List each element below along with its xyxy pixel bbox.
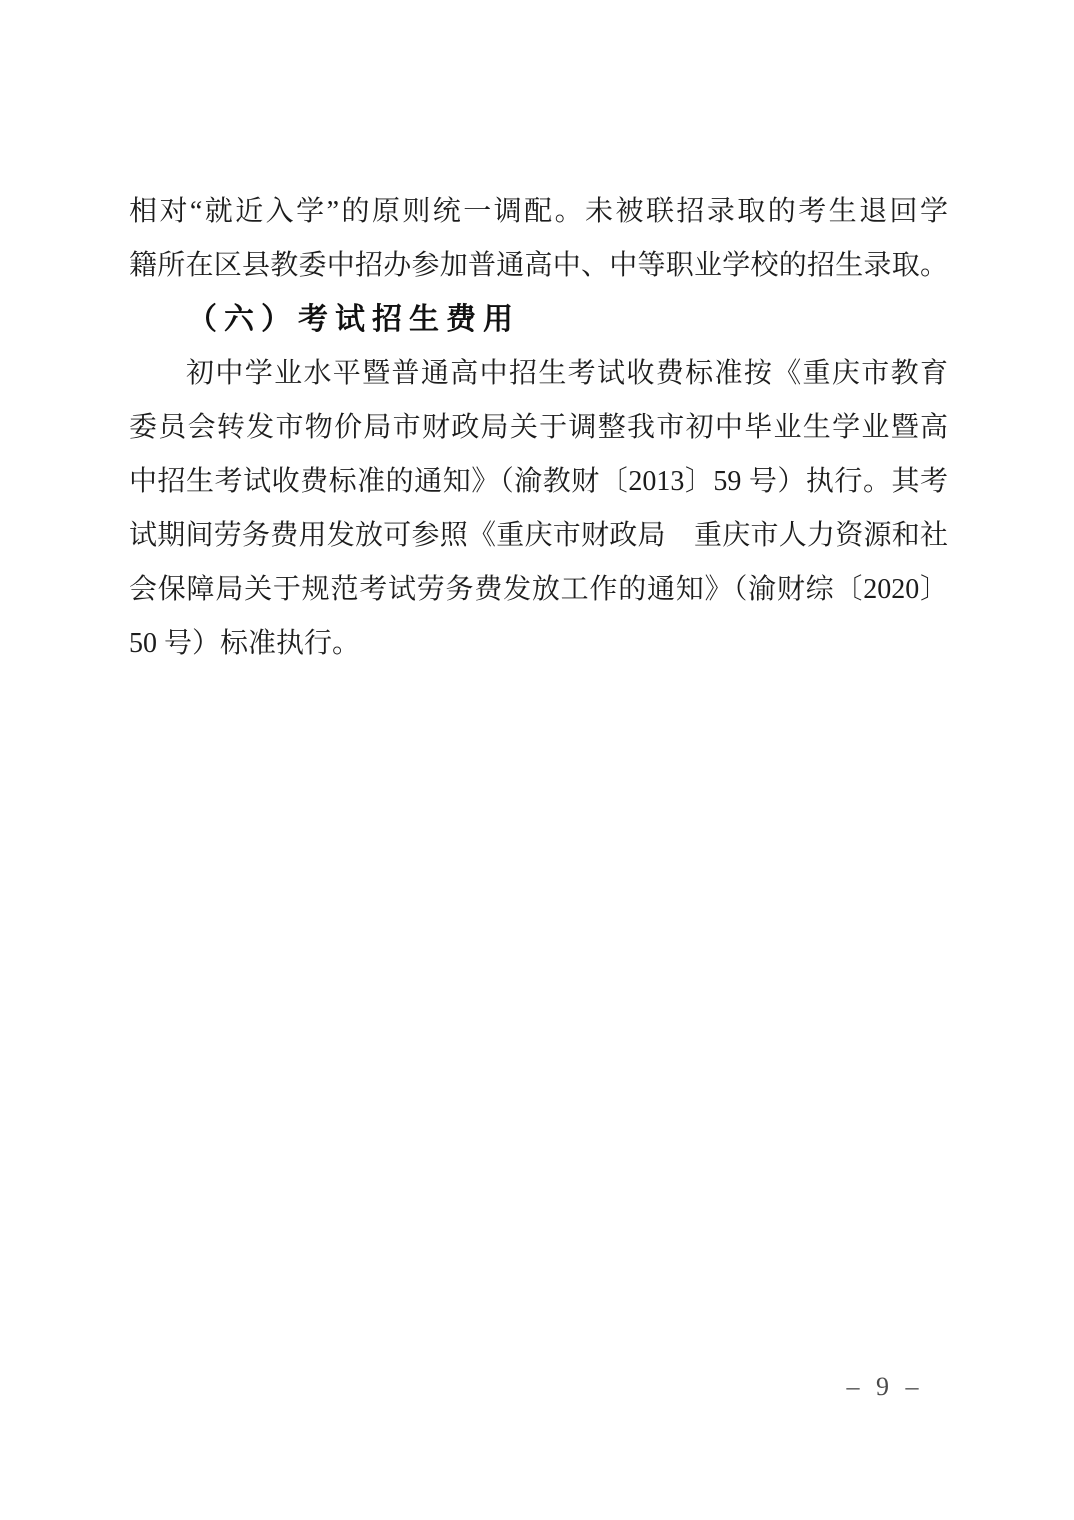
- page-number: – 9 –: [846, 1372, 924, 1401]
- paragraph-line: 委员会转发市物价局市财政局关于调整我市初中毕业生学业暨高: [129, 412, 948, 443]
- paragraph-line: 相对“就近入学”的原则统一调配。未被联招录取的考生退回学: [129, 196, 948, 227]
- paragraph-line: 中招生考试收费标准的通知》（渝教财〔2013〕59 号）执行。其考: [129, 466, 948, 497]
- paragraph-line: 会保障局关于规范考试劳务费发放工作的通知》（渝财综〔2020〕: [129, 574, 948, 605]
- paragraph-line: 50 号）标准执行。: [129, 628, 361, 659]
- section-heading: （六）考试招生费用: [187, 303, 520, 336]
- paragraph-line: 初中学业水平暨普通高中招生考试收费标准按《重庆市教育: [186, 358, 948, 389]
- paragraph-line: 籍所在区县教委中招办参加普通高中、中等职业学校的招生录取。: [129, 250, 948, 281]
- document-body: [129, 185, 948, 671]
- paragraph-line: 试期间劳务费用发放可参照《重庆市财政局 重庆市人力资源和社: [129, 520, 948, 551]
